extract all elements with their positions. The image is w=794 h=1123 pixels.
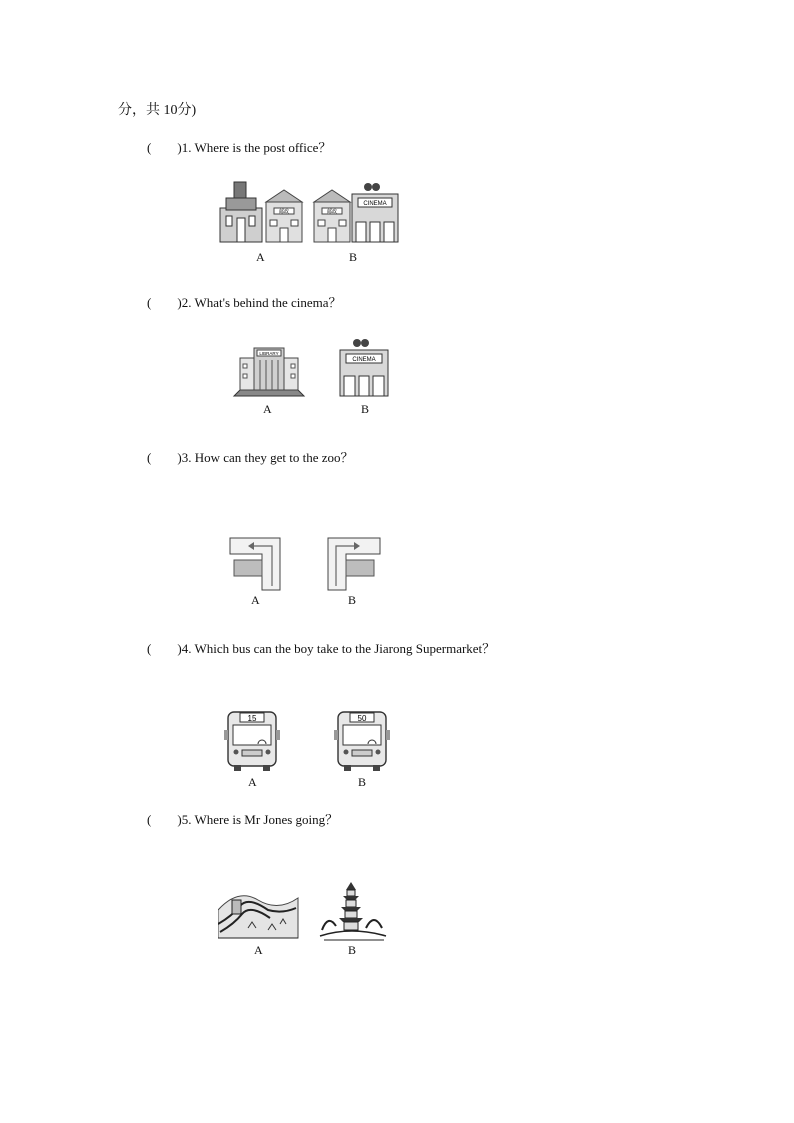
q1-option-a-label[interactable]: A [256, 250, 265, 264]
q1-option-b-picture [314, 183, 398, 242]
question-text: 4. Which bus can the boy take to the Jiarong Supermarket？ [181, 641, 496, 656]
svg-text:邮政: 邮政 [326, 209, 338, 215]
answer-paren-close: ) [177, 812, 182, 827]
q2-option-b-label[interactable]: B [361, 402, 370, 416]
q5-option-a-picture [218, 896, 298, 938]
q2-buildings-picture [232, 334, 392, 398]
answer-paren-open: ( [147, 140, 152, 155]
svg-text:CINEMA: CINEMA [363, 201, 387, 207]
q3-option-b-picture [328, 538, 380, 590]
answer-paren-open: ( [147, 295, 152, 310]
q3-option-a-label[interactable]: A [251, 593, 260, 607]
q3-option-b-label[interactable]: B [348, 593, 357, 607]
q5-option-b-label[interactable]: B [348, 943, 357, 957]
q3-route-picture [228, 536, 382, 592]
svg-text:15: 15 [247, 714, 257, 723]
answer-paren-close: ) [177, 140, 182, 155]
q1-option-b-label[interactable]: B [349, 250, 358, 264]
question-1 [147, 137, 331, 156]
answer-paren-close: ) [177, 295, 182, 310]
q4-option-a-picture [224, 712, 280, 771]
svg-text:CINEMA: CINEMA [352, 357, 376, 363]
answer-paren-open: ( [147, 812, 152, 827]
question-2 [147, 292, 342, 311]
question-text: 2. What's behind the cinema？ [181, 295, 342, 310]
question-5 [147, 809, 338, 828]
q4-bus-picture [222, 710, 394, 772]
q4-option-b-picture [334, 712, 390, 771]
svg-text:50: 50 [357, 714, 367, 723]
q3-option-a-picture [230, 538, 280, 590]
answer-paren-close: ) [177, 641, 182, 656]
q4-option-b-label[interactable]: B [358, 775, 367, 789]
q1-option-a-picture [220, 182, 302, 242]
svg-text:邮政: 邮政 [278, 209, 290, 215]
question-text: 5. Where is Mr Jones going？ [181, 812, 339, 827]
section-header: 分，共 10分) [118, 103, 197, 118]
answer-paren-open: ( [147, 450, 152, 465]
q1-buildings-picture [218, 178, 400, 244]
svg-text:LIBRARY: LIBRARY [259, 351, 279, 356]
answer-paren-open: ( [147, 641, 152, 656]
question-text: 1. Where is the post office？ [181, 140, 332, 155]
q2-option-a-picture [234, 348, 304, 396]
q5-option-a-label[interactable]: A [254, 943, 263, 957]
q2-option-b-picture [340, 339, 388, 396]
question-text: 3. How can they get to the zoo？ [181, 450, 354, 465]
answer-paren-close: ) [177, 450, 182, 465]
question-3 [147, 447, 354, 466]
q2-option-a-label[interactable]: A [263, 402, 272, 416]
question-4 [147, 638, 495, 657]
q5-landmarks-picture [218, 880, 390, 942]
q5-option-b-picture [320, 882, 386, 940]
q4-option-a-label[interactable]: A [248, 775, 257, 789]
